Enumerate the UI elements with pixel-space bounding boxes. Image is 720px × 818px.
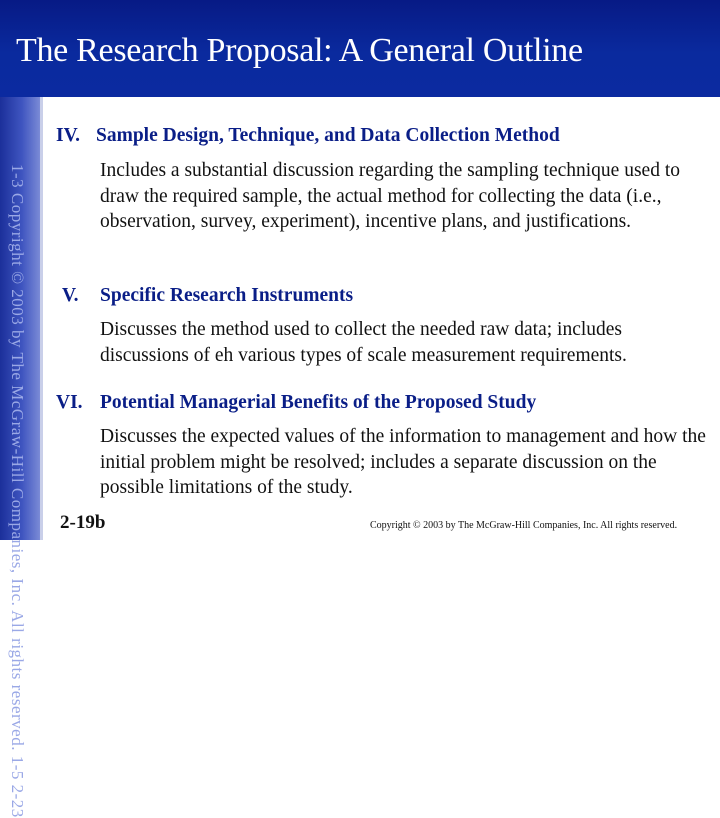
- copyright-notice: Copyright © 2003 by The McGraw-Hill Companies, Inc. All rights reserved.: [370, 520, 678, 531]
- section-body-v: Discusses the method used to collect the needed raw data; includes discussions of eh various types of scale measurement requirements.: [100, 319, 627, 366]
- section-heading-text: Potential Managerial Benefits of the Proposed Study: [100, 392, 537, 413]
- section-numeral: V.: [62, 285, 79, 306]
- section-heading-text: Sample Design, Technique, and Data Collection Method: [96, 125, 560, 146]
- slide-title: The Research Proposal: A General Outline: [16, 32, 583, 69]
- section-numeral: VI.: [56, 392, 83, 413]
- section-heading-vi: [56, 392, 536, 414]
- slide-number: 2-19b: [60, 512, 106, 533]
- title-bar: [0, 0, 720, 97]
- section-numeral: IV.: [56, 125, 81, 146]
- section-heading-text: Specific Research Instruments: [100, 285, 354, 306]
- section-heading-iv: [56, 125, 560, 147]
- section-body-iv: Includes a substantial discussion regarding the sampling technique used to draw the required sample, the actual method for collecting the data (i.e., observation, survey, experiment), incentive plans, and justifications.: [100, 160, 681, 232]
- section-heading-v: [62, 285, 353, 307]
- side-decoration-line: [40, 97, 43, 540]
- section-body-vi: Discusses the expected values of the information to management and how the initial problem might be resolved; includes a separate discussion on the possible limitations of the study.: [100, 426, 706, 498]
- side-vertical-text: 1-3 Copyright © 2003 by The McGraw-Hill Companies, Inc. All rights reserved. 1-5 2-23: [8, 164, 27, 818]
